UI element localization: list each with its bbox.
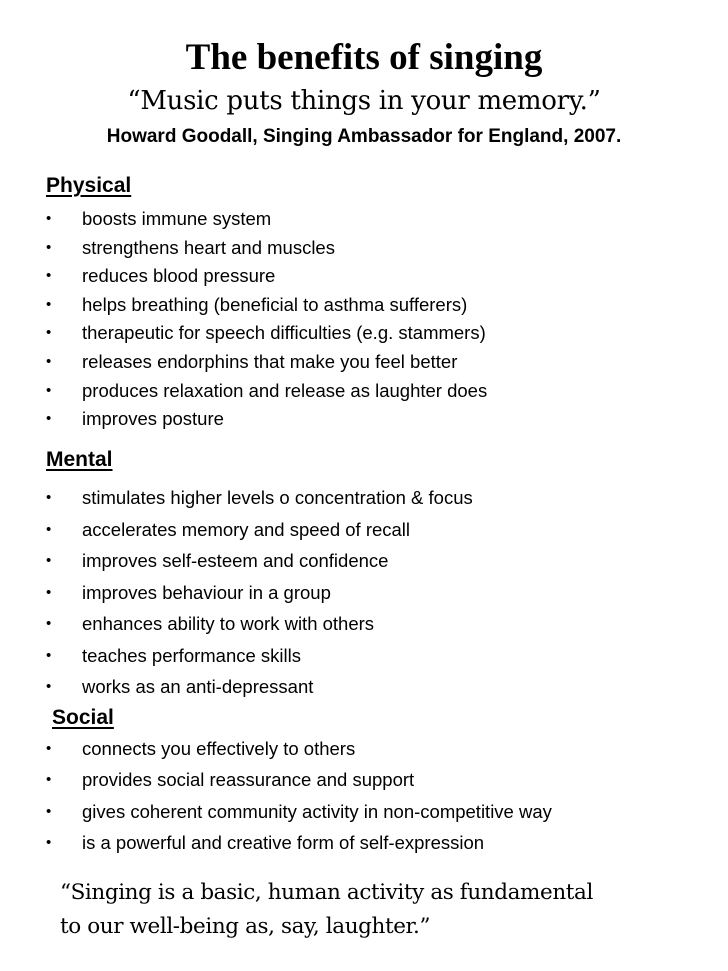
bullet-icon: • [46,352,52,370]
bullet-icon: • [46,520,52,538]
bullet-icon: • [46,210,52,227]
bullet-icon: • [46,740,52,757]
list-item-text: therapeutic for speech difficulties (e.g. stammers) [82,322,486,344]
list-item-text: produces relaxation and release as laughter does [82,379,488,401]
list-item-text: gives coherent community activity in non-competitive way [82,800,552,822]
bullet-icon: • [46,678,52,695]
bullet-icon: • [46,489,52,506]
list-item-text: provides social reassurance and support [82,769,415,791]
bullet-icon: • [46,295,52,313]
page-title: The benefits of singing [185,37,543,78]
list-item-text: enhances ability to work with others [82,613,375,634]
bullet-icon: • [46,238,52,256]
bullet-icon: • [46,583,52,601]
list-item-text: stimulates higher levels o concentration & focus [82,487,473,508]
section-heading-mental: Mental [46,448,113,471]
list-item-text: accelerates memory and speed of recall [82,518,411,540]
list-item-text: connects you effectively to others [82,738,356,759]
bullet-icon: • [46,267,52,285]
list-item-text: strengthens heart and muscles [82,236,335,258]
bullet-icon: • [46,646,52,664]
bullet-icon: • [46,833,52,851]
list-item-text: improves self-esteem and confidence [82,550,389,571]
footer-quote [60,876,593,944]
header-quote: “Music puts things in your memory.” [127,86,601,116]
list-item-text: works as an anti-depressant [82,676,314,697]
bullet-icon: • [46,552,52,569]
list-item-text: is a powerful and creative form of self-expression [82,831,485,853]
list-item-text: reduces blood pressure [82,265,276,287]
bullet-icon: • [46,802,52,820]
list-item-text: teaches performance skills [82,644,302,666]
quote-attribution: Howard Goodall, Singing Ambassador for England, 2007. [106,126,622,147]
section-heading-social: Social [52,706,114,729]
list-item-text: improves behaviour in a group [82,581,331,603]
footer-quote-line-1: “Singing is a basic, human activity as fundamental [60,880,593,905]
bullet-icon: • [46,410,52,428]
list-item-text: improves posture [82,408,224,430]
footer-quote-line-2: to our well-being as, say, laughter.” [60,914,431,939]
bullet-icon: • [46,615,52,632]
section-heading-physical: Physical [46,174,132,197]
list-item-text: releases endorphins that make you feel better [82,350,458,372]
bullet-icon: • [46,381,52,399]
bullet-icon: • [46,324,52,342]
list-item-text: boosts immune system [82,208,272,229]
list-item-text: helps breathing (beneficial to asthma sufferers) [82,293,468,315]
bullet-icon: • [46,771,52,789]
